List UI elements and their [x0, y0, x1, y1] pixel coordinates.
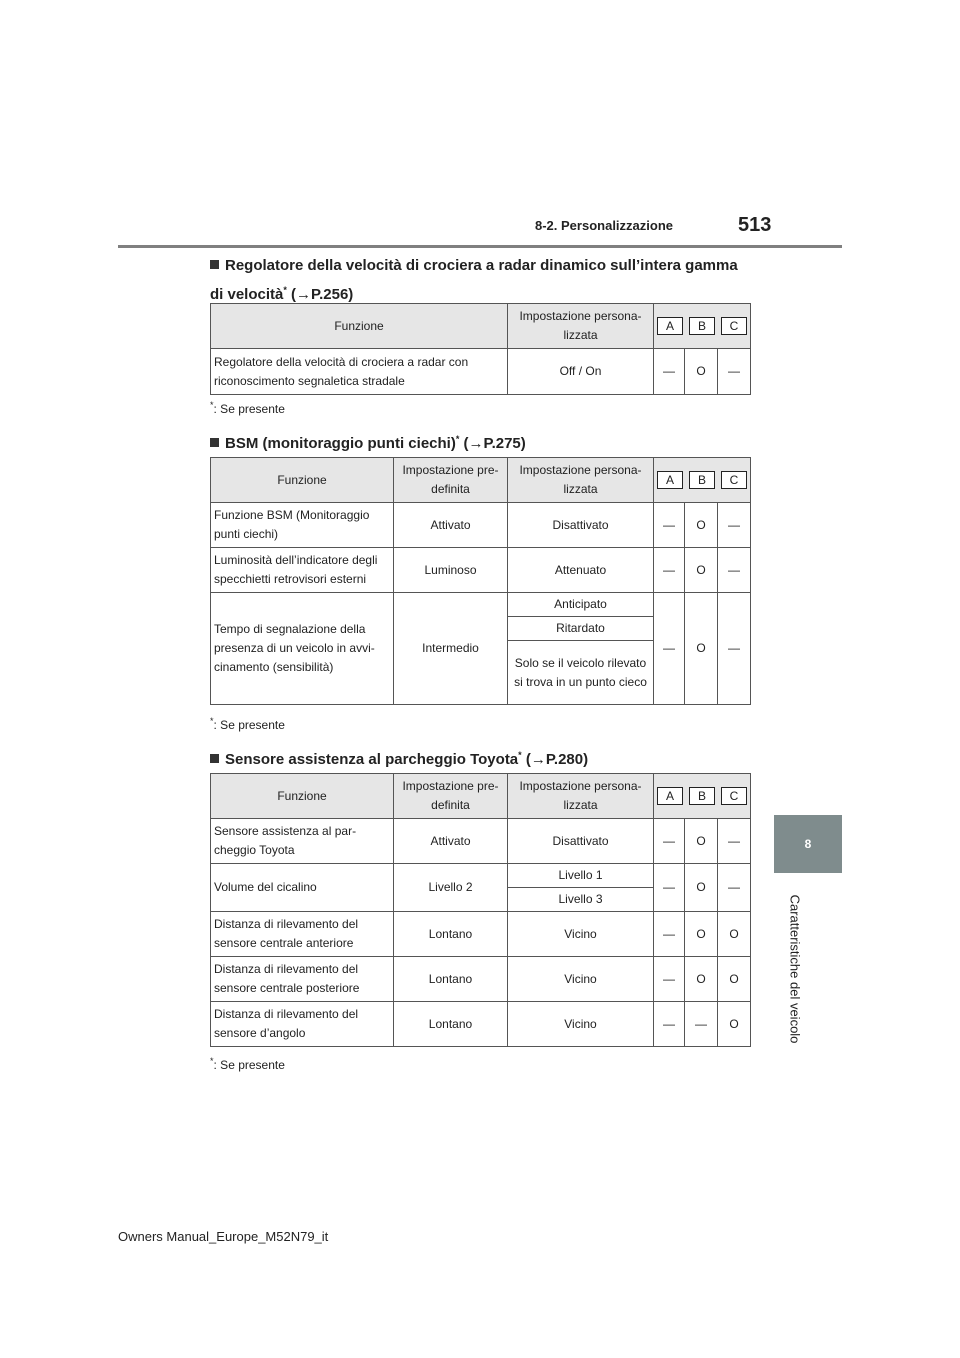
- cell-func: Regolatore della velocità di crociera a radar con riconoscimento segnaletica stradale: [211, 349, 508, 395]
- header-custom: Impostazione persona-lizzata: [508, 304, 654, 349]
- cell-custom: Off / On: [508, 349, 654, 395]
- footnote-text: : Se presente: [213, 718, 285, 732]
- section-heading-acc: [210, 253, 750, 307]
- box-a: A: [657, 317, 683, 335]
- cell-c: O: [718, 912, 751, 957]
- cell-c: —: [718, 548, 751, 593]
- header-rule: [118, 245, 842, 248]
- header-funzione: Funzione: [211, 774, 394, 819]
- box-b: B: [689, 471, 715, 489]
- header-abc: [654, 458, 751, 503]
- section-title: 8-2. Personalizzazione: [535, 218, 673, 233]
- cell-custom: Vicino: [508, 957, 654, 1002]
- cell-c: —: [718, 593, 751, 705]
- cell-func: Volume del cicalino: [211, 864, 394, 912]
- chapter-title: Caratteristiche del veicolo: [787, 894, 803, 1044]
- header-funzione: Funzione: [211, 458, 394, 503]
- footnote-mark: *: [210, 716, 214, 726]
- footnote-mark: *: [210, 1056, 214, 1066]
- cell-custom: Disattivato: [508, 503, 654, 548]
- header-abc: [654, 774, 751, 819]
- heading-text: BSM (monitoraggio punti ciechi): [225, 435, 456, 452]
- cell-a: —: [654, 912, 685, 957]
- footnote-text: : Se presente: [213, 1058, 285, 1072]
- cell-c: O: [718, 957, 751, 1002]
- cell-custom: Attenuato: [508, 548, 654, 593]
- square-bullet-icon: [210, 260, 219, 269]
- cell-func: Sensore assistenza al par-cheggio Toyota: [211, 819, 394, 864]
- cell-custom-2: Livello 3: [508, 888, 654, 912]
- cell-b: O: [685, 548, 718, 593]
- cell-b: —: [685, 1002, 718, 1047]
- cell-default: Lontano: [394, 957, 508, 1002]
- cell-default: Lontano: [394, 912, 508, 957]
- cell-custom: Vicino: [508, 912, 654, 957]
- header-abc: [654, 304, 751, 349]
- cell-default: Attivato: [394, 819, 508, 864]
- footnote-text: : Se presente: [213, 402, 285, 416]
- cell-a: —: [654, 1002, 685, 1047]
- cell-c: —: [718, 349, 751, 395]
- cell-c: O: [718, 1002, 751, 1047]
- cell-c: —: [718, 864, 751, 912]
- heading-text: Regolatore della velocità di crociera a radar dinamico sull’intera gamma di velocità: [210, 257, 738, 303]
- cell-func: Distanza di rilevamento del sensore centrale posteriore: [211, 957, 394, 1002]
- asterisk: *: [283, 285, 287, 295]
- cell-custom: Disattivato: [508, 819, 654, 864]
- cell-custom: Vicino: [508, 1002, 654, 1047]
- footnote: [210, 400, 285, 416]
- cell-b: O: [685, 503, 718, 548]
- cell-func: Tempo di segnalazione della presenza di un veicolo in avvi-cinamento (sensibilità): [211, 593, 394, 705]
- square-bullet-icon: [210, 754, 219, 763]
- page-reference[interactable]: (→P.275): [459, 435, 526, 452]
- footnote: [210, 716, 285, 732]
- section-heading-bsm: [210, 427, 526, 456]
- cell-default: Livello 2: [394, 864, 508, 912]
- cell-func: Funzione BSM (Monitoraggio punti ciechi): [211, 503, 394, 548]
- header-default: Impostazione pre-definita: [394, 774, 508, 819]
- cell-c: —: [718, 819, 751, 864]
- box-a: A: [657, 787, 683, 805]
- cell-custom-2: Ritardato: [508, 617, 654, 641]
- box-c: C: [721, 317, 747, 335]
- page-reference[interactable]: (→P.280): [521, 751, 589, 768]
- section-heading-parking: [210, 743, 588, 772]
- cell-a: —: [654, 819, 685, 864]
- cell-a: —: [654, 593, 685, 705]
- box-b: B: [689, 787, 715, 805]
- cell-custom-3: Solo se il veicolo rilevato si trova in un punto cieco: [508, 641, 654, 705]
- chapter-tab[interactable]: 8: [774, 815, 842, 873]
- header-funzione: Funzione: [211, 304, 508, 349]
- asterisk: *: [455, 434, 460, 444]
- cell-b: O: [685, 349, 718, 395]
- table-bsm: [210, 457, 751, 705]
- footnote: [210, 1056, 285, 1072]
- box-c: C: [721, 471, 747, 489]
- cell-custom-1: Livello 1: [508, 864, 654, 888]
- cell-func: Luminosità dell’indicatore degli specchietti retrovisori esterni: [211, 548, 394, 593]
- cell-func: Distanza di rilevamento del sensore centrale anteriore: [211, 912, 394, 957]
- box-a: A: [657, 471, 683, 489]
- asterisk: *: [518, 750, 522, 760]
- heading-text: Sensore assistenza al parcheggio Toyota: [225, 751, 519, 768]
- cell-default: Lontano: [394, 1002, 508, 1047]
- cell-b: O: [685, 593, 718, 705]
- footnote-mark: *: [210, 400, 214, 410]
- header-custom: Impostazione persona-lizzata: [508, 774, 654, 819]
- cell-b: O: [685, 864, 718, 912]
- cell-a: —: [654, 864, 685, 912]
- cell-c: —: [718, 503, 751, 548]
- box-b: B: [689, 317, 715, 335]
- cell-b: O: [685, 957, 718, 1002]
- cell-default: Luminoso: [394, 548, 508, 593]
- square-bullet-icon: [210, 438, 219, 447]
- cell-b: O: [685, 819, 718, 864]
- cell-func: Distanza di rilevamento del sensore d’angolo: [211, 1002, 394, 1047]
- header-default: Impostazione pre-definita: [394, 458, 508, 503]
- box-c: C: [721, 787, 747, 805]
- footer-text: Owners Manual_Europe_M52N79_it: [118, 1229, 329, 1244]
- cell-a: —: [654, 548, 685, 593]
- cell-a: —: [654, 349, 685, 395]
- page-number: 513: [738, 214, 772, 236]
- cell-custom-1: Anticipato: [508, 593, 654, 617]
- header-custom: Impostazione persona-lizzata: [508, 458, 654, 503]
- table-parking: [210, 773, 751, 1047]
- cell-a: —: [654, 503, 685, 548]
- page-reference[interactable]: (→P.256): [286, 286, 354, 303]
- cell-a: —: [654, 957, 685, 1002]
- table-acc: [210, 303, 751, 395]
- chapter-tab-label: [777, 884, 813, 1054]
- cell-default: Attivato: [394, 503, 508, 548]
- cell-b: O: [685, 912, 718, 957]
- cell-default: Intermedio: [394, 593, 508, 705]
